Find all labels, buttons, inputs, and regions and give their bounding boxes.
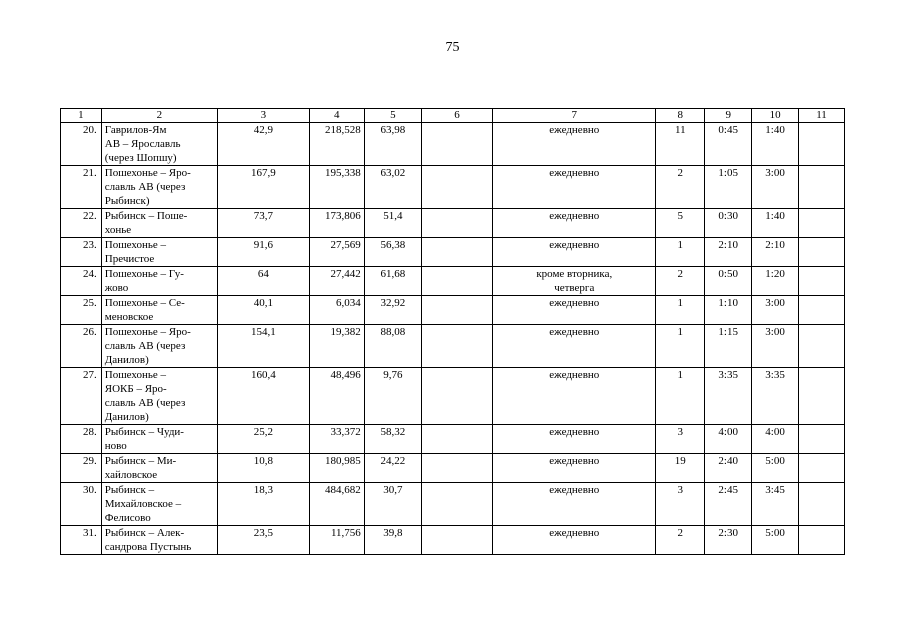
route-name <box>101 209 217 238</box>
route-name-line: Пошехонье – <box>104 369 167 381</box>
route-name-line: АВ – Ярославль <box>104 138 181 150</box>
route-name-line: Пречистое <box>104 253 155 265</box>
cell-col6 <box>421 454 492 483</box>
cell-col11 <box>799 166 845 209</box>
cell-col5: 24,22 <box>364 454 421 483</box>
table-row <box>61 267 845 296</box>
cell-col4: 6,034 <box>309 296 364 325</box>
row-number: 30. <box>61 483 102 526</box>
schedule-line: ежедневно <box>549 484 600 496</box>
route-name-line: Рыбинск – Поше- <box>104 210 188 222</box>
cell-col4: 48,496 <box>309 368 364 425</box>
cell-col6 <box>421 425 492 454</box>
cell-col3: 40,1 <box>217 296 309 325</box>
schedule <box>493 123 656 166</box>
col-header-10: 10 <box>752 109 799 123</box>
cell-col5: 63,02 <box>364 166 421 209</box>
route-name-line: хонье <box>104 224 132 236</box>
cell-col6 <box>421 368 492 425</box>
route-name <box>101 296 217 325</box>
schedule <box>493 209 656 238</box>
schedule <box>493 238 656 267</box>
cell-col3: 23,5 <box>217 526 309 555</box>
route-name <box>101 368 217 425</box>
route-name-line: Пошехонье – <box>104 239 167 251</box>
cell-col6 <box>421 209 492 238</box>
cell-col8: 5 <box>656 209 705 238</box>
cell-col11 <box>799 454 845 483</box>
cell-col4: 11,756 <box>309 526 364 555</box>
route-name-line: Михайловское – <box>104 498 182 510</box>
row-number: 24. <box>61 267 102 296</box>
cell-col5: 61,68 <box>364 267 421 296</box>
route-name-line: ново <box>104 440 127 452</box>
cell-col5: 63,98 <box>364 123 421 166</box>
table-row <box>61 526 845 555</box>
cell-col11 <box>799 267 845 296</box>
route-name-line: славль АВ (через <box>104 340 186 352</box>
schedule <box>493 267 656 296</box>
cell-col11 <box>799 526 845 555</box>
schedule <box>493 526 656 555</box>
cell-col8: 3 <box>656 483 705 526</box>
cell-col8: 2 <box>656 166 705 209</box>
cell-col6 <box>421 526 492 555</box>
schedule-line: ежедневно <box>549 239 600 251</box>
schedule-line: ежедневно <box>549 297 600 309</box>
table-row <box>61 454 845 483</box>
cell-col5: 39,8 <box>364 526 421 555</box>
cell-col4: 180,985 <box>309 454 364 483</box>
route-name-line: сандрова Пустынь <box>104 541 192 553</box>
col-header-3: 3 <box>217 109 309 123</box>
table-row <box>61 368 845 425</box>
route-name-line: Рыбинск – Чуди- <box>104 426 184 438</box>
cell-col11 <box>799 368 845 425</box>
cell-col9: 2:10 <box>705 238 752 267</box>
route-name-line: Данилов) <box>104 411 149 423</box>
cell-col11 <box>799 296 845 325</box>
cell-col9: 2:30 <box>705 526 752 555</box>
table-body <box>61 123 845 555</box>
row-number: 29. <box>61 454 102 483</box>
cell-col9: 2:40 <box>705 454 752 483</box>
row-number: 28. <box>61 425 102 454</box>
route-name-line: славль АВ (через <box>104 397 186 409</box>
route-name-line: Фелисово <box>104 512 151 524</box>
cell-col5: 32,92 <box>364 296 421 325</box>
schedule <box>493 325 656 368</box>
col-header-7: 7 <box>493 109 656 123</box>
route-table <box>60 108 845 555</box>
cell-col4: 195,338 <box>309 166 364 209</box>
cell-col8: 2 <box>656 526 705 555</box>
row-number: 25. <box>61 296 102 325</box>
cell-col4: 218,528 <box>309 123 364 166</box>
row-number: 26. <box>61 325 102 368</box>
col-header-8: 8 <box>656 109 705 123</box>
cell-col10: 3:35 <box>752 368 799 425</box>
page-number: 75 <box>445 40 460 55</box>
route-name <box>101 123 217 166</box>
table-row <box>61 166 845 209</box>
cell-col8: 11 <box>656 123 705 166</box>
col-header-6: 6 <box>421 109 492 123</box>
cell-col10: 3:00 <box>752 325 799 368</box>
cell-col10: 2:10 <box>752 238 799 267</box>
route-name-line: Пошехонье – Се- <box>104 297 185 309</box>
col-header-11: 11 <box>799 109 845 123</box>
route-name-line: меновское <box>104 311 154 323</box>
route-name-line: (через Шопшу) <box>104 152 177 164</box>
cell-col3: 25,2 <box>217 425 309 454</box>
row-number: 20. <box>61 123 102 166</box>
schedule-line: ежедневно <box>549 124 600 136</box>
cell-col3: 73,7 <box>217 209 309 238</box>
schedule <box>493 368 656 425</box>
route-name <box>101 267 217 296</box>
col-header-2: 2 <box>101 109 217 123</box>
cell-col11 <box>799 325 845 368</box>
cell-col8: 3 <box>656 425 705 454</box>
cell-col10: 3:00 <box>752 296 799 325</box>
cell-col4: 27,569 <box>309 238 364 267</box>
route-name-line: Гаврилов-Ям <box>104 124 167 136</box>
table-row <box>61 123 845 166</box>
schedule <box>493 166 656 209</box>
schedule-line: ежедневно <box>549 210 600 222</box>
cell-col8: 1 <box>656 368 705 425</box>
cell-col10: 1:20 <box>752 267 799 296</box>
cell-col6 <box>421 123 492 166</box>
cell-col10: 3:45 <box>752 483 799 526</box>
cell-col8: 1 <box>656 325 705 368</box>
cell-col5: 30,7 <box>364 483 421 526</box>
schedule-line: четверга <box>554 282 595 294</box>
col-header-5: 5 <box>364 109 421 123</box>
schedule <box>493 425 656 454</box>
cell-col9: 0:45 <box>705 123 752 166</box>
row-number: 21. <box>61 166 102 209</box>
route-name <box>101 166 217 209</box>
schedule-line: ежедневно <box>549 426 600 438</box>
cell-col10: 3:00 <box>752 166 799 209</box>
table-row <box>61 209 845 238</box>
cell-col5: 51,4 <box>364 209 421 238</box>
cell-col3: 10,8 <box>217 454 309 483</box>
route-name-line: Рыбинск – <box>104 484 155 496</box>
cell-col8: 1 <box>656 238 705 267</box>
cell-col8: 19 <box>656 454 705 483</box>
col-header-9: 9 <box>705 109 752 123</box>
row-number: 22. <box>61 209 102 238</box>
route-name <box>101 454 217 483</box>
cell-col9: 1:05 <box>705 166 752 209</box>
table-row <box>61 325 845 368</box>
cell-col4: 484,682 <box>309 483 364 526</box>
cell-col5: 88,08 <box>364 325 421 368</box>
route-name-line: Рыбинск – Алек- <box>104 527 185 539</box>
cell-col5: 56,38 <box>364 238 421 267</box>
cell-col6 <box>421 166 492 209</box>
cell-col9: 1:10 <box>705 296 752 325</box>
cell-col3: 91,6 <box>217 238 309 267</box>
route-name-line: хайловское <box>104 469 158 481</box>
table-row <box>61 425 845 454</box>
route-name <box>101 526 217 555</box>
table-row <box>61 238 845 267</box>
schedule-line: ежедневно <box>549 326 600 338</box>
cell-col11 <box>799 425 845 454</box>
route-name-line: Пошехонье – Гу- <box>104 268 184 280</box>
cell-col8: 1 <box>656 296 705 325</box>
cell-col6 <box>421 238 492 267</box>
row-number: 23. <box>61 238 102 267</box>
route-name <box>101 325 217 368</box>
cell-col5: 9,76 <box>364 368 421 425</box>
schedule-line: ежедневно <box>549 369 600 381</box>
schedule-line: ежедневно <box>549 527 600 539</box>
cell-col9: 4:00 <box>705 425 752 454</box>
table-row <box>61 296 845 325</box>
cell-col3: 42,9 <box>217 123 309 166</box>
col-header-1: 1 <box>61 109 102 123</box>
route-name <box>101 425 217 454</box>
cell-col6 <box>421 325 492 368</box>
cell-col10: 5:00 <box>752 454 799 483</box>
cell-col3: 18,3 <box>217 483 309 526</box>
cell-col4: 19,382 <box>309 325 364 368</box>
cell-col3: 167,9 <box>217 166 309 209</box>
cell-col8: 2 <box>656 267 705 296</box>
route-name-line: Пошехонье – Яро- <box>104 167 191 179</box>
route-name <box>101 483 217 526</box>
cell-col4: 33,372 <box>309 425 364 454</box>
cell-col3: 64 <box>217 267 309 296</box>
route-name-line: Рыбинск) <box>104 195 150 207</box>
cell-col3: 160,4 <box>217 368 309 425</box>
col-header-4: 4 <box>309 109 364 123</box>
cell-col9: 1:15 <box>705 325 752 368</box>
table-row <box>61 483 845 526</box>
cell-col9: 0:50 <box>705 267 752 296</box>
route-name-line: Данилов) <box>104 354 149 366</box>
route-name-line: Пошехонье – Яро- <box>104 326 191 338</box>
cell-col4: 173,806 <box>309 209 364 238</box>
cell-col11 <box>799 123 845 166</box>
cell-col11 <box>799 209 845 238</box>
schedule-line: ежедневно <box>549 167 600 179</box>
schedule-line: кроме вторника, <box>536 268 613 280</box>
cell-col6 <box>421 267 492 296</box>
cell-col10: 4:00 <box>752 425 799 454</box>
route-name-line: Рыбинск – Ми- <box>104 455 177 467</box>
cell-col3: 154,1 <box>217 325 309 368</box>
route-name <box>101 238 217 267</box>
route-name-line: славль АВ (через <box>104 181 186 193</box>
schedule <box>493 454 656 483</box>
row-number: 31. <box>61 526 102 555</box>
route-name-line: жово <box>104 282 129 294</box>
cell-col10: 1:40 <box>752 209 799 238</box>
schedule-line: ежедневно <box>549 455 600 467</box>
cell-col4: 27,442 <box>309 267 364 296</box>
header-row <box>61 109 845 123</box>
cell-col11 <box>799 238 845 267</box>
cell-col6 <box>421 483 492 526</box>
schedule <box>493 483 656 526</box>
cell-col5: 58,32 <box>364 425 421 454</box>
cell-col9: 3:35 <box>705 368 752 425</box>
cell-col9: 0:30 <box>705 209 752 238</box>
cell-col11 <box>799 483 845 526</box>
cell-col10: 1:40 <box>752 123 799 166</box>
cell-col6 <box>421 296 492 325</box>
cell-col10: 5:00 <box>752 526 799 555</box>
cell-col9: 2:45 <box>705 483 752 526</box>
schedule <box>493 296 656 325</box>
row-number: 27. <box>61 368 102 425</box>
route-name-line: ЯОКБ – Яро- <box>104 383 167 395</box>
